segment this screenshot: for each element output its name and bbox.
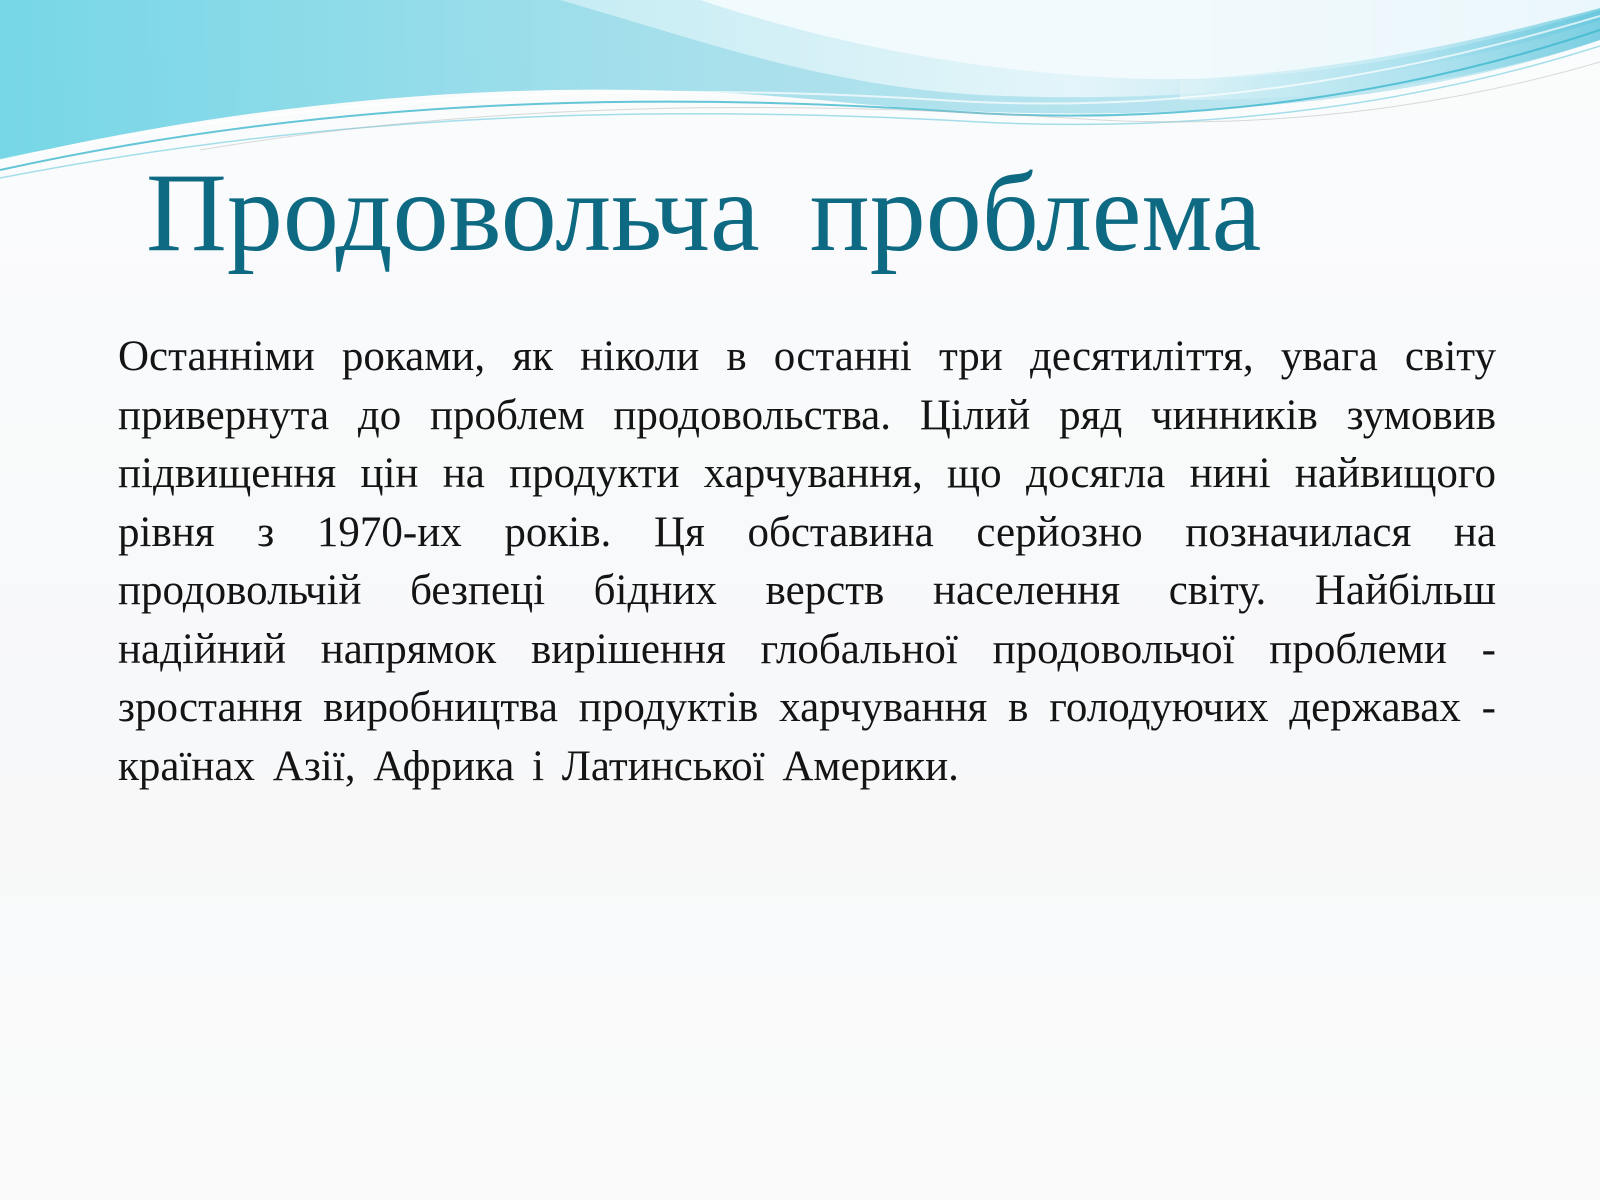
- slide-title: Продовольча проблема: [146, 151, 1262, 275]
- slide-body-text: Останніми роками, як ніколи в останні три десятиліття, увага світу привернута до проблем продовольства. Цілий ряд чинників зумовив підвищення цін на продукти харчування, що досягла нині найвищого рівня з 1970-их років. Ця обставина серйозно позначилася на продовольчій безпеці бідних верств населення світу. Найбільш надійний напрямок вирішення глобальної продовольчої проблеми - зростання виробництва продуктів харчування в голодуючих державах - країнах Азії, Африка і Латинської Америки.: [118, 333, 1496, 790]
